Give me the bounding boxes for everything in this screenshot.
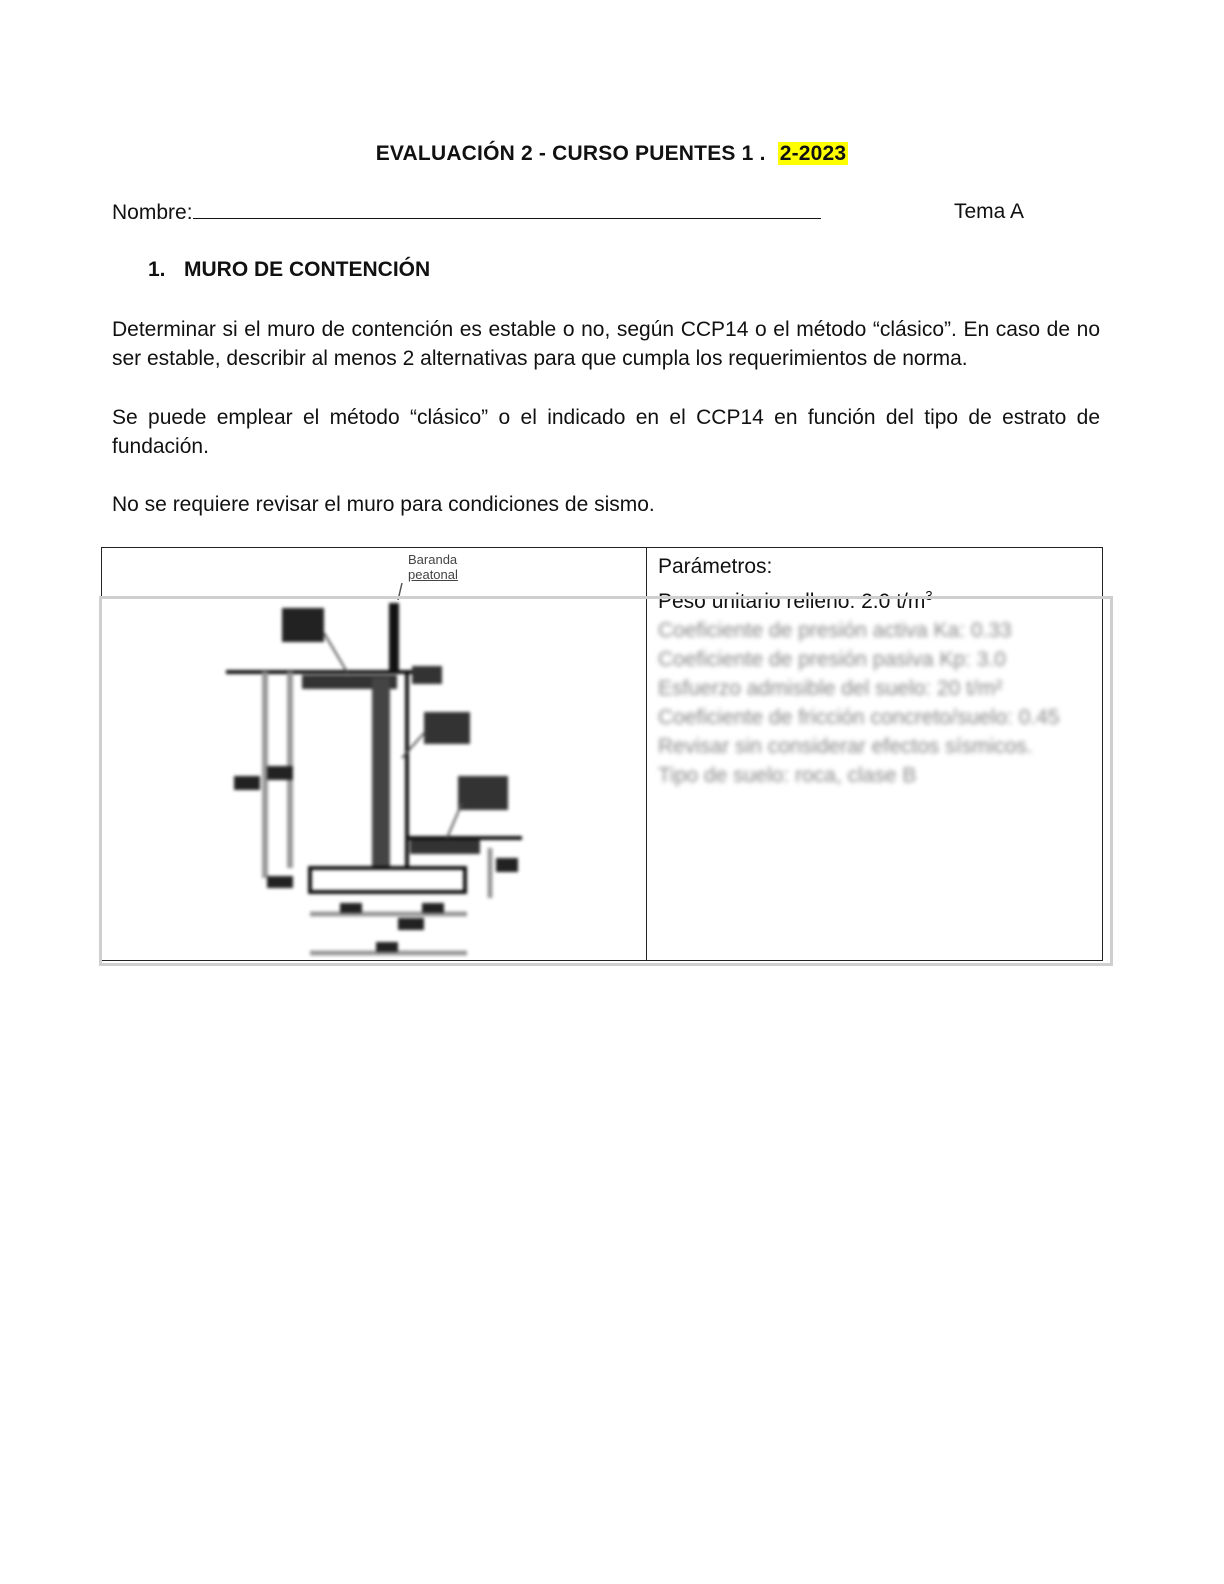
railing-label-1: Baranda xyxy=(408,552,458,567)
label-block xyxy=(412,666,442,684)
param-blurred-1: Coeficiente de presión activa Ka: 0.33 xyxy=(658,619,1012,642)
retaining-wall-figure xyxy=(102,548,646,962)
section-number: 1. xyxy=(148,258,166,281)
name-row xyxy=(112,200,1112,225)
paragraph-instructions: Determinar si el muro de contención es estable o no, según CCP14 o el método “clásico”. En caso de no ser estable, describir al menos 2 alternativas para que cumpla los requerimientos de norma. xyxy=(112,318,1100,370)
problem-table xyxy=(101,547,1103,961)
callout-3 xyxy=(458,776,508,810)
dim-label-6 xyxy=(398,918,424,930)
theme-label: Tema A xyxy=(954,200,1025,223)
dim-label-7 xyxy=(376,942,398,952)
dim-label-3 xyxy=(267,876,293,888)
table-divider xyxy=(646,548,647,960)
title-text: EVALUACIÓN 2 - CURSO PUENTES 1 . xyxy=(375,142,766,165)
param-blurred-3: Esfuerzo admisible del suelo: 20 t/m² xyxy=(658,677,1003,700)
wall-drawing xyxy=(102,548,646,962)
railing-leader xyxy=(398,583,402,600)
param-blurred-2: Coeficiente de presión pasiva Kp: 3.0 xyxy=(658,648,1006,671)
name-blank-line[interactable] xyxy=(193,200,821,219)
param-blurred-4: Coeficiente de fricción concreto/suelo: 0.45 xyxy=(658,706,1060,729)
paragraph-method: Se puede emplear el método “clásico” o el indicado en el CCP14 en función del tipo de estrato de fundación. xyxy=(112,406,1100,458)
wall-section-blurred xyxy=(226,603,522,953)
dim-label-4 xyxy=(340,903,362,913)
section-heading xyxy=(148,258,430,282)
railing-label-2: peatonal xyxy=(408,567,458,582)
parameters-heading: Parámetros: xyxy=(658,555,773,578)
railing-post xyxy=(389,603,399,673)
callout-leader-3 xyxy=(447,803,462,838)
dim-label-8 xyxy=(496,858,518,872)
param-fill-unit-weight xyxy=(658,581,1060,616)
footing xyxy=(310,868,465,892)
param-fill-unit-weight-sup: 3 xyxy=(925,588,933,603)
document-title xyxy=(0,142,1224,166)
wall-stem xyxy=(372,678,390,868)
param-blurred-5: Revisar sin considerar efectos sísmicos. xyxy=(658,735,1033,758)
callout-1 xyxy=(282,608,324,642)
section-title: MURO DE CONTENCIÓN xyxy=(184,258,431,281)
param-fill-unit-weight-text: Peso unitario relleno: 2.0 t/m xyxy=(658,590,926,613)
paragraph-seismic: No se requiere revisar el muro para condiciones de sismo. xyxy=(112,493,655,516)
param-blurred-6: Tipo de suelo: roca, clase B xyxy=(658,764,917,787)
dim-label-2 xyxy=(267,766,293,780)
term-highlight: 2-2023 xyxy=(779,142,847,165)
name-label: Nombre: xyxy=(112,201,193,224)
callout-2 xyxy=(424,712,470,744)
dim-label-5 xyxy=(422,903,444,913)
parameters-panel xyxy=(658,552,1060,790)
dim-label-1 xyxy=(234,776,260,790)
toe-fill xyxy=(410,840,480,854)
callout-leader-1 xyxy=(324,633,347,672)
